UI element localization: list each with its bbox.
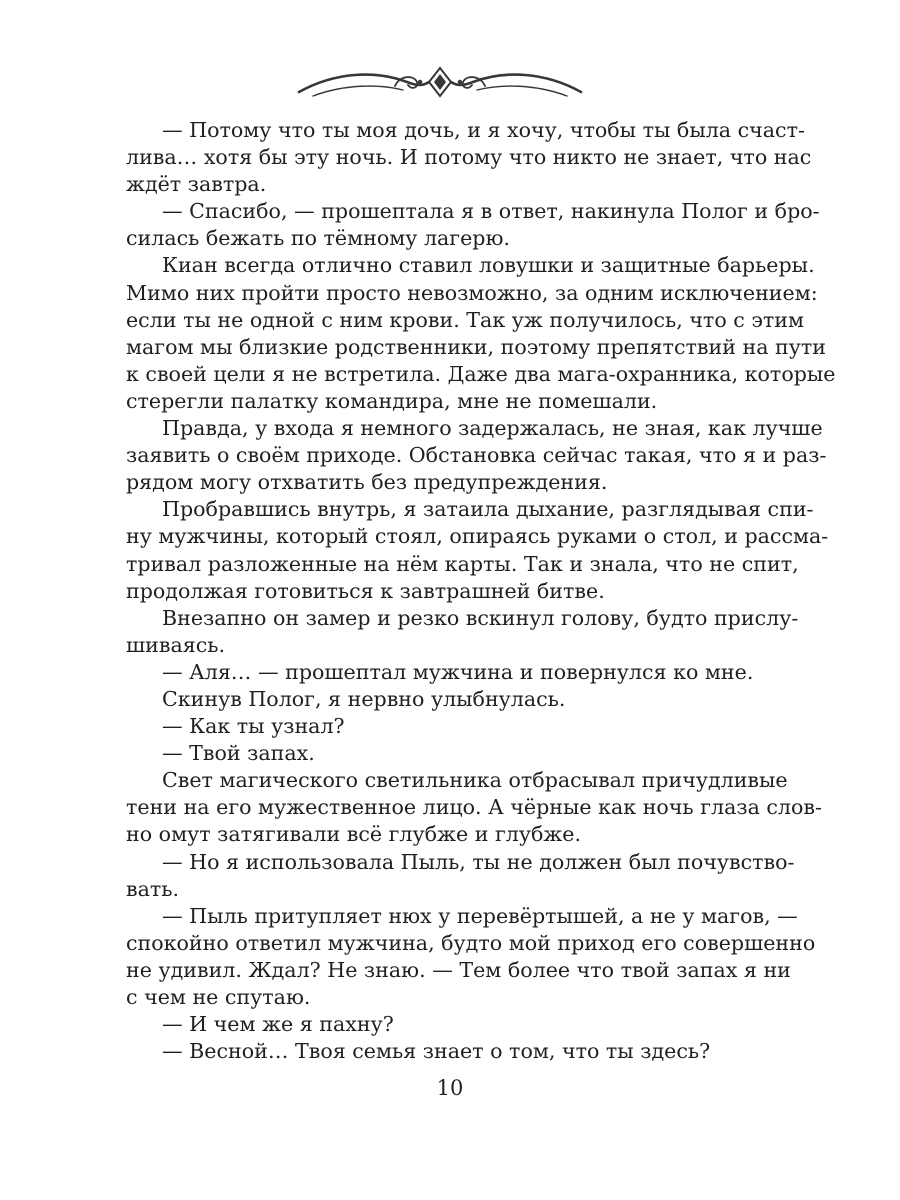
text-line: — Спасибо, — прошептала я в ответ, накинула Полог и бро- [162,199,820,224]
text-line: стерегли палатку командира, мне не помешали. [126,388,658,413]
text-line: с чем не спутаю. [126,985,311,1009]
text-line: — Пыль притупляет нюх у перевёртышей, а не у магов, — [162,903,798,928]
text-line: — Аля… — прошептал мужчина и повернулся ко мне. [162,659,754,684]
text-line: магом мы близкие родственники, поэтому препятствий на пути [126,334,826,359]
text-line: рядом могу отхватить без предупреждения. [126,470,608,495]
text-line: не удивил. Ждал? Не знаю. — Тем более что твой запах я ни [126,957,791,982]
text-line: — Как ты узнал? [162,714,345,739]
text-line: Скинув Полог, я нервно улыбнулась. [162,686,566,711]
flourish-ornament-icon [295,62,585,106]
text-line: силась бежать по тёмному лагерю. [126,226,510,251]
text-line: — И чем же я пахну? [162,1012,394,1037]
text-line: — Весной… Твоя семья знает о том, что ты здесь? [162,1039,711,1064]
text-line: тривал разложенные на нём карты. Так и знала, что не спит, [126,551,799,576]
text-line: тени на его мужественное лицо. А чёрные как ночь глаза слов- [126,795,822,820]
text-line: Мимо них пройти просто невозможно, за одним исключением: [126,280,818,305]
text-line: Киан всегда отлично ставил ловушки и защитные барьеры. [162,253,815,278]
text-line: лива… хотя бы эту ночь. И потому что никто не знает, что нас [126,145,812,170]
text-line: спокойно ответил мужчина, будто мой приход его совершенно [126,930,816,955]
page-number: 10 [436,1076,464,1100]
text-line: — Твой запах. [162,741,315,766]
text-line: Правда, у входа я немного задержалась, не зная, как лучше [162,416,823,441]
text-line: — Потому что ты моя дочь, и я хочу, чтобы ты была счаст- [162,118,805,142]
text-line: продолжая готовиться к завтрашней битве. [126,578,605,603]
text-line: — Но я использовала Пыль, ты не должен был почувство- [162,849,795,874]
text-line: шиваясь. [126,632,226,657]
body-text [126,117,836,1065]
text-line: к своей цели я не встретила. Даже два мага-охранника, которые [126,361,836,386]
text-line: Пробравшись внутрь, я затаила дыхание, разглядывая спи- [162,497,814,522]
text-line: ну мужчины, который стоял, опираясь руками о стол, и рассма- [126,524,829,549]
text-line: если ты не одной с ним крови. Так уж получилось, что с этим [126,307,805,332]
text-line: Свет магического светильника отбрасывал причудливые [162,768,788,793]
text-line: ждёт завтра. [126,172,267,197]
text-line: заявить о своём приходе. Обстановка сейчас такая, что я и раз- [126,443,827,468]
text-line: вать. [126,876,180,901]
text-line: но омут затягивали всё глубже и глубже. [126,822,582,847]
text-line: Внезапно он замер и резко вскинул голову, будто прислу- [162,605,799,630]
